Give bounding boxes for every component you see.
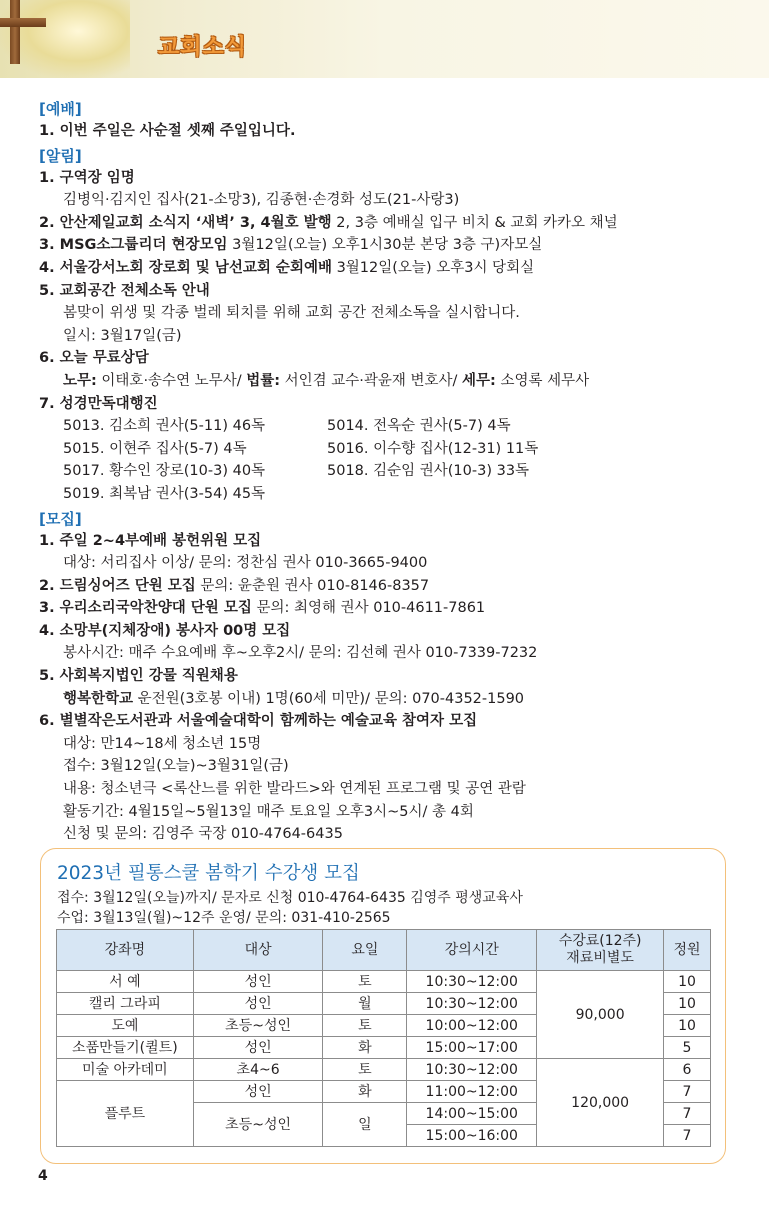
bible-entry: 5014. 전옥순 권사(5-7) 4독 — [327, 418, 511, 435]
course-capacity: 10 — [664, 1015, 711, 1037]
bible-row — [39, 460, 739, 483]
header-illustration — [0, 0, 130, 78]
course-day: 화 — [323, 1081, 407, 1103]
course-capacity: 7 — [664, 1103, 711, 1125]
bible-entry: 5016. 이수향 집사(12-31) 11독 — [327, 440, 539, 457]
table-row — [57, 971, 711, 993]
recruit-item-5-rest: 운전원(3호봉 이내) 1명(60세 미만)/ 문의: 070-4352-1590 — [133, 690, 525, 707]
course-name: 서 예 — [57, 971, 194, 993]
recruit-item-2-rest: 문의: 윤춘원 권사 010-8146-8357 — [195, 577, 430, 594]
notice-item-5-title: 5. 교회공간 전체소독 안내 — [39, 282, 210, 299]
bible-entry: 5018. 김순임 권사(10-3) 33독 — [327, 463, 530, 480]
school-registration-info: 접수: 3월12일(오늘)까지/ 문자로 신청 010-4764-6435 김영주 평생교육사 — [57, 890, 523, 906]
page-header — [0, 0, 769, 78]
course-time: 14:00~15:00 — [407, 1103, 537, 1125]
recruit-item-6-detail-4: 활동기간: 4월15일~5월13일 매주 토요일 오후3시~5시/ 총 4회 — [63, 803, 474, 820]
course-time: 10:00~12:00 — [407, 1015, 537, 1037]
course-fee: 90,000 — [537, 971, 664, 1059]
course-time: 10:30~12:00 — [407, 993, 537, 1015]
fee-header-line-1: 수강료(12주) — [558, 933, 642, 949]
course-capacity: 10 — [664, 971, 711, 993]
cross-icon — [10, 0, 20, 64]
page-number: 4 — [38, 1168, 48, 1184]
course-capacity: 6 — [664, 1059, 711, 1081]
notice-item-4 — [39, 257, 739, 280]
bible-row — [39, 483, 739, 506]
school-recruit-box — [40, 848, 726, 1164]
course-day: 토 — [323, 1015, 407, 1037]
course-target: 초등~성인 — [193, 1103, 323, 1147]
course-table — [56, 929, 711, 1147]
course-capacity: 5 — [664, 1037, 711, 1059]
notice-item-5-detail-2: 일시: 3월17일(금) — [63, 327, 182, 344]
worship-item: 1. 이번 주일은 사순절 셋째 주일입니다. — [39, 123, 296, 139]
course-name: 캘리 그라피 — [57, 993, 194, 1015]
value-labor: 이태호·송수연 노무사/ — [96, 372, 247, 389]
bible-entry: 5019. 최복남 권사(3-54) 45독 — [63, 485, 266, 502]
notice-item-3 — [39, 234, 739, 257]
course-name: 미술 아카데미 — [57, 1059, 194, 1081]
recruit-item-6-detail-5: 신청 및 문의: 김영주 국장 010-4764-6435 — [63, 826, 343, 843]
value-tax: 소영록 세무사 — [495, 372, 590, 389]
notice-item-7-title: 7. 성경만독대행진 — [39, 395, 158, 412]
course-time: 15:00~17:00 — [407, 1037, 537, 1059]
notice-item-6-title: 6. 오늘 무료상담 — [39, 350, 149, 367]
col-header-capacity: 정원 — [664, 930, 711, 971]
section-heading-notice: [알림] — [39, 146, 82, 165]
notice-item-1-detail: 김병익·김지인 집사(21-소망3), 김종현·손경화 성도(21-사랑3) — [63, 192, 460, 209]
course-name: 플루트 — [57, 1081, 194, 1147]
course-day: 월 — [323, 993, 407, 1015]
course-time: 10:30~12:00 — [407, 971, 537, 993]
page-title: 교회소식 — [158, 35, 248, 60]
school-title: 2023년 필통스쿨 봄학기 수강생 모집 — [57, 863, 360, 884]
recruit-item-6-detail-2: 접수: 3월12일(오늘)~3월31일(금) — [63, 758, 289, 775]
notice-item-2-rest: 2, 3층 예배실 입구 비치 & 교회 카카오 채널 — [331, 214, 618, 231]
col-header-fee — [537, 930, 664, 971]
course-name: 도예 — [57, 1015, 194, 1037]
col-header-day: 요일 — [323, 930, 407, 971]
fee-header-line-2: 재료비별도 — [566, 950, 634, 966]
recruit-item-4-detail: 봉사시간: 매주 수요예배 후~오후2시/ 문의: 김선혜 권사 010-7339-7232 — [63, 645, 538, 662]
course-capacity: 10 — [664, 993, 711, 1015]
recruit-item-3-rest: 문의: 최영해 권사 010-4611-7861 — [251, 600, 486, 617]
recruit-item-1-detail: 대상: 서리집사 이상/ 문의: 정찬심 권사 010-3665-9400 — [63, 555, 428, 572]
notice-item-5-detail-1: 봄맞이 위생 및 각종 벌레 퇴치를 위해 교회 공간 전체소독을 실시합니다. — [63, 305, 520, 322]
notice-item-6-detail — [39, 370, 739, 393]
table-header-row — [57, 930, 711, 971]
bible-entry: 5017. 황수인 장로(10-3) 40독 — [63, 463, 266, 480]
cross-bar — [0, 18, 46, 27]
recruit-item-3-bold: 3. 우리소리국악찬양대 단원 모집 — [39, 600, 252, 617]
recruit-item-6-detail-3: 내용: 청소년극 <록산느를 위한 발라드>와 연계된 프로그램 및 공연 관람 — [63, 781, 526, 798]
recruit-item-6-detail-1: 대상: 만14~18세 청소년 15명 — [63, 735, 262, 752]
notice-item-1-title: 1. 구역장 임명 — [39, 169, 135, 186]
recruit-item-5-title: 5. 사회복지법인 강물 직원채용 — [39, 668, 238, 685]
label-labor: 노무: — [63, 372, 97, 389]
notice-item-2-bold: 2. 안산제일교회 소식지 ‘새벽’ 3, 4월호 발행 — [39, 214, 332, 231]
notice-item-3-bold: 3. MSG소그룹리더 현장모임 — [39, 237, 228, 254]
bible-entry: 5013. 김소희 권사(5-11) 46독 — [63, 418, 266, 435]
course-time: 15:00~16:00 — [407, 1125, 537, 1147]
course-target: 성인 — [193, 993, 323, 1015]
recruit-item-3 — [39, 597, 739, 620]
recruit-item-6-title: 6. 별별작은도서관과 서울예술대학이 함께하는 예술교육 참여자 모집 — [39, 713, 478, 730]
course-target: 성인 — [193, 1037, 323, 1059]
recruit-item-2 — [39, 575, 739, 598]
recruit-item-1-title: 1. 주일 2~4부예배 봉헌위원 모집 — [39, 532, 262, 549]
notice-item-3-rest: 3월12일(오늘) 오후1시30분 본당 3층 구)자모실 — [227, 237, 543, 254]
course-day: 화 — [323, 1037, 407, 1059]
bible-entry: 5015. 이현주 집사(5-7) 4독 — [63, 440, 247, 457]
notice-item-4-bold: 4. 서울강서노회 장로회 및 남선교회 순회예배 — [39, 259, 332, 276]
col-header-course: 강좌명 — [57, 930, 194, 971]
course-target: 성인 — [193, 1081, 323, 1103]
recruit-item-4-title: 4. 소망부(지체장애) 봉사자 00명 모집 — [39, 622, 291, 639]
course-target: 초4~6 — [193, 1059, 323, 1081]
notice-item-4-rest: 3월12일(오늘) 오후3시 당회실 — [331, 259, 535, 276]
section-heading-recruit: [모집] — [39, 509, 82, 528]
course-fee: 120,000 — [537, 1059, 664, 1147]
course-name: 소품만들기(퀼트) — [57, 1037, 194, 1059]
bible-row — [39, 415, 739, 438]
recruit-item-2-bold: 2. 드림싱어즈 단원 모집 — [39, 577, 196, 594]
recruit-item-5-bold: 행복한학교 — [63, 690, 134, 707]
bible-row — [39, 438, 739, 461]
course-day: 토 — [323, 971, 407, 993]
course-day: 일 — [323, 1103, 407, 1147]
recruit-item-5-detail — [39, 688, 739, 711]
course-time: 11:00~12:00 — [407, 1081, 537, 1103]
section-heading-worship: [예배] — [39, 100, 82, 118]
notice-item-2 — [39, 212, 739, 235]
course-capacity: 7 — [664, 1125, 711, 1147]
table-row — [57, 1059, 711, 1081]
course-capacity: 7 — [664, 1081, 711, 1103]
label-law: 법률: — [246, 372, 281, 389]
bulletin-content — [39, 98, 739, 846]
label-tax: 세무: — [462, 372, 496, 389]
course-target: 초등~성인 — [193, 1015, 323, 1037]
value-law: 서인겸 교수·곽윤재 변호사/ — [280, 372, 463, 389]
course-day: 토 — [323, 1059, 407, 1081]
course-target: 성인 — [193, 971, 323, 993]
course-time: 10:30~12:00 — [407, 1059, 537, 1081]
col-header-target: 대상 — [193, 930, 323, 971]
school-class-info: 수업: 3월13일(월)~12주 운영/ 문의: 031-410-2565 — [57, 910, 391, 926]
col-header-time: 강의시간 — [407, 930, 537, 971]
